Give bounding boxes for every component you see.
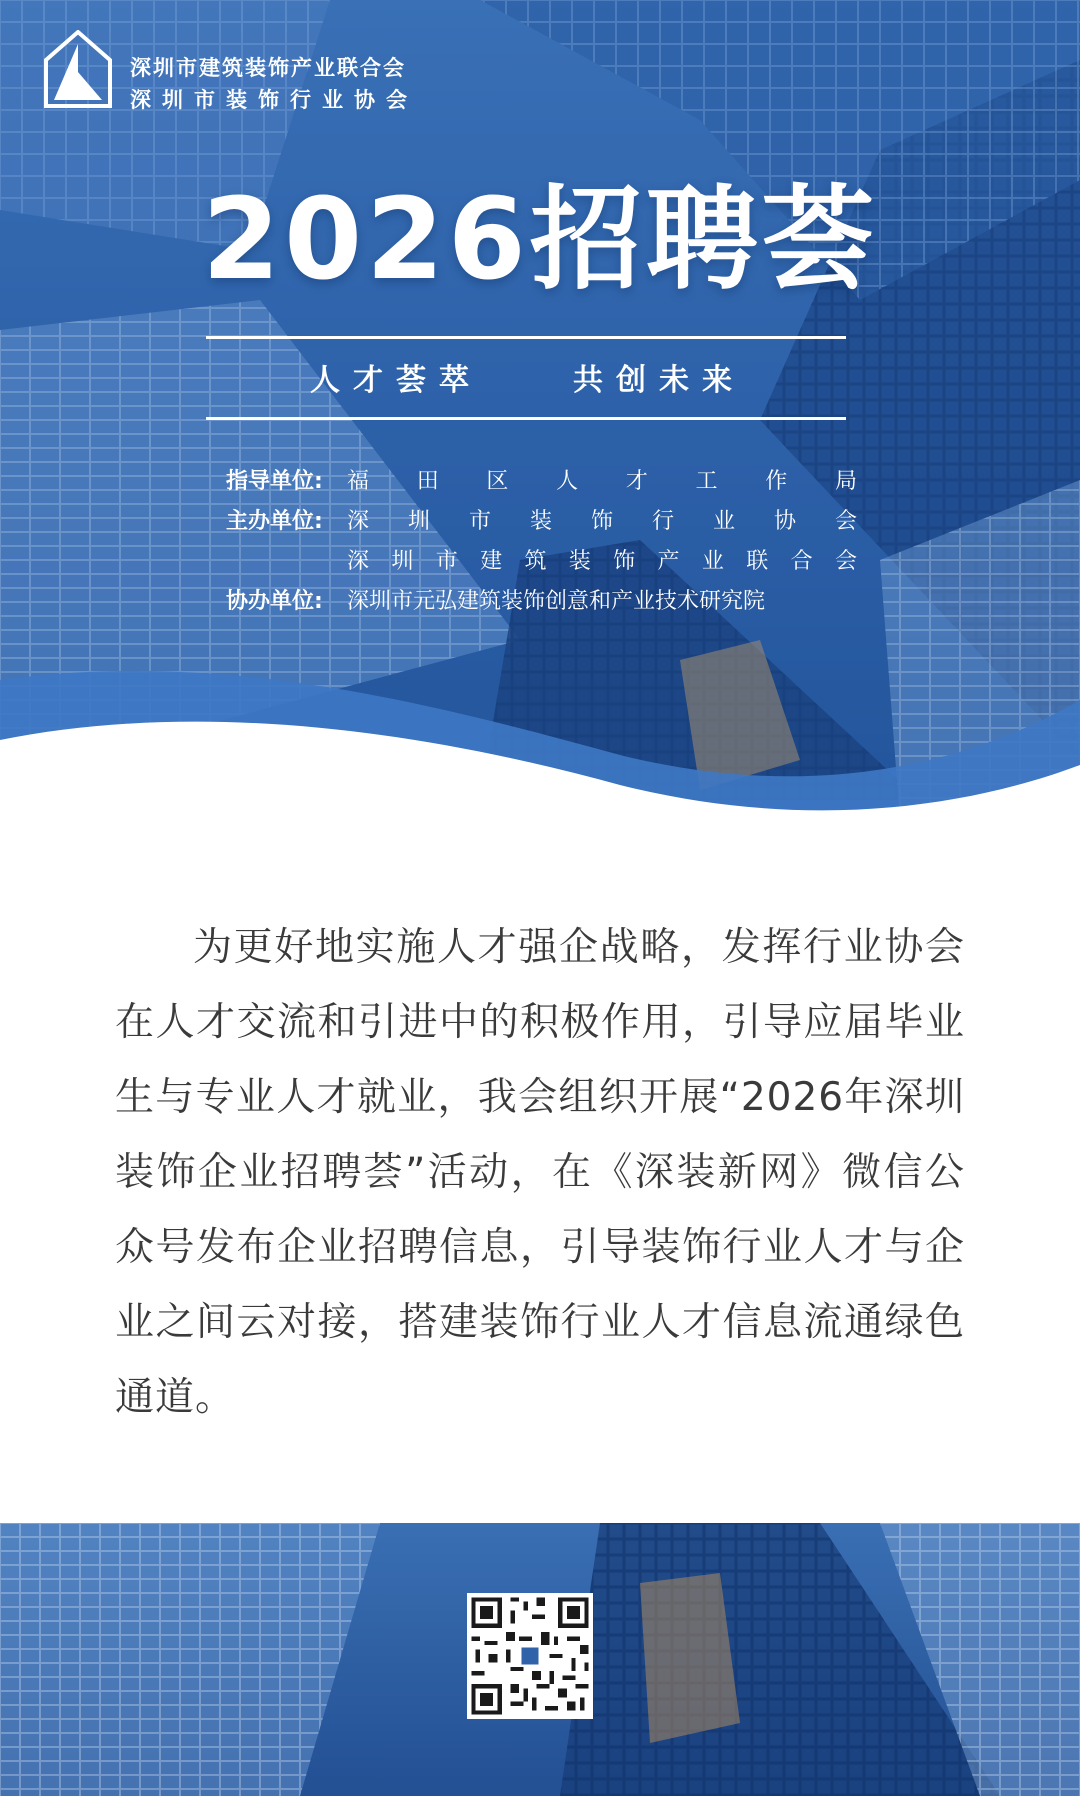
guide-value: 福田区人才工作局 xyxy=(347,469,857,494)
org-name-line1: 深圳市建筑装饰产业联合会 xyxy=(130,56,406,80)
slogan-left: 人才荟萃 xyxy=(310,363,482,398)
org-name-line2: 深圳市装饰行业协会 xyxy=(130,88,418,112)
hero-banner xyxy=(0,0,1080,840)
building-logo-icon xyxy=(44,30,112,108)
co-label: 协办单位: xyxy=(226,589,323,614)
intro-paragraph: 为更好地实施人才强企战略，发挥行业协会在人才交流和引进中的积极作用，引导应届毕业生与专业人才就业，我会组织开展“2026年深圳装饰企业招聘荟”活动，在《深装新网》微信公众号发布企业招聘信息，引导装饰行业人才与企业之间云对接，搭建装饰行业人才信息流通绿色通道。 xyxy=(115,925,965,1420)
host-label: 主办单位: xyxy=(226,509,323,534)
host-value-1: 深圳市装饰行业协会 xyxy=(347,509,857,534)
title-divider-bottom xyxy=(206,417,846,420)
poster-title: 2026招聘荟 xyxy=(202,175,878,305)
host-value-2: 深圳市建筑装饰产业联合会 xyxy=(347,549,857,574)
wave-divider xyxy=(0,660,1080,840)
qr-code-icon[interactable] xyxy=(467,1593,593,1719)
slogan-right: 共创未来 xyxy=(573,363,745,398)
co-value: 深圳市元弘建筑装饰创意和产业技术研究院 xyxy=(347,589,766,614)
guide-label: 指导单位: xyxy=(226,469,323,494)
title-divider-top xyxy=(206,336,846,339)
